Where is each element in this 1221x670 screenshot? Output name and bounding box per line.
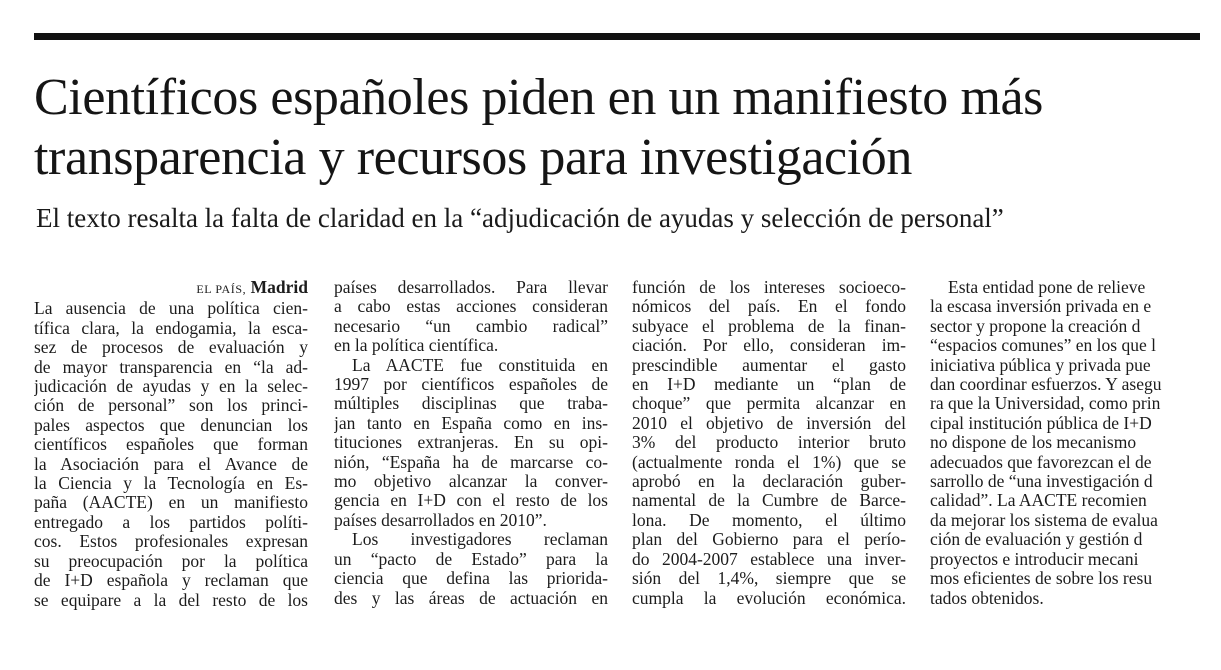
text-line: de mayor transparencia en “la ad- (34, 357, 308, 377)
text-line: 3% del producto interior bruto (632, 433, 906, 453)
text-line: tífica clara, la endogamia, la esca- (34, 318, 308, 338)
text-line: prescindible aumentar el gasto (632, 355, 906, 375)
article-column-2 (334, 278, 608, 608)
text-line: proyectos e introducir mecani (930, 549, 1139, 569)
paragraph (334, 356, 608, 531)
text-line: iniciativa pública y privada pue (930, 355, 1151, 375)
text-line: cos. Estos profesionales expresan (34, 532, 308, 552)
text-line: sarrollo de “una investigación d (930, 472, 1153, 492)
text-line: do 2004-2007 establece una inver- (632, 549, 906, 569)
text-line: da mejorar los sistema de evalua (930, 510, 1158, 530)
text-line: subyace el problema de la finan- (632, 316, 906, 336)
paragraph (632, 278, 906, 608)
article-column-3 (632, 278, 906, 608)
text-line: nómicos del país. En el fondo (632, 297, 906, 317)
article-column-1 (34, 278, 308, 610)
text-line: calidad”. La AACTE recomien (930, 491, 1147, 511)
text-line: científicos españoles que forman (34, 435, 308, 455)
subtitle: El texto resalta la falta de claridad en la “adjudicación de ayudas y selección de personal” (36, 203, 1004, 233)
article-column-4 (930, 278, 1221, 608)
text-line: gencia en I+D con el resto de los (334, 491, 608, 511)
text-line: sez de procesos de evaluación y (34, 338, 308, 358)
byline (34, 278, 308, 299)
text-line: dan coordinar esfuerzos. Y asegu (930, 375, 1162, 395)
text-line: de I+D española y reclaman que (34, 571, 308, 591)
text-line: no dispone de los mecanismo (930, 433, 1137, 453)
text-line: 2010 el objetivo de inversión del (632, 413, 906, 433)
text-line: tados obtenidos. (930, 588, 1044, 608)
text-line: países desarrollados en 2010”. (334, 510, 547, 530)
text-line: cipal institución pública de I+D (930, 413, 1152, 433)
text-line: la escasa inversión privada en e (930, 297, 1152, 317)
byline-paper: EL PAÍS, (196, 282, 247, 296)
text-line: pales aspectos que denuncian los (34, 415, 308, 435)
paragraph (34, 299, 308, 610)
text-line: la Ciencia y la Tecnología en Es- (34, 474, 308, 494)
text-line: (actualmente ronda el 1%) que se (632, 452, 906, 472)
text-line: a cabo estas acciones consideran (334, 297, 608, 317)
text-line: ción de personal” son los princi- (34, 396, 308, 416)
byline-city: Madrid (250, 278, 308, 297)
top-rule (34, 33, 1200, 40)
text-line: cumpla la evolución económica. (632, 588, 906, 608)
text-line: ra que la Universidad, como prin (930, 394, 1161, 414)
text-line: ciencia que defina las priorida- (334, 569, 608, 589)
text-line: aprobó en la declaración guber- (632, 472, 906, 492)
text-line: nión, “España ha de marcarse co- (334, 452, 608, 472)
text-line: La AACTE fue constituida en (352, 355, 608, 375)
text-line: entregado a los partidos políti- (34, 512, 308, 532)
paragraph (930, 278, 1221, 608)
text-line: se equipare a la del resto de los (34, 590, 308, 610)
text-line: La ausencia de una política cien- (34, 299, 308, 319)
text-line: adecuados que favorezcan el de (930, 452, 1152, 472)
headline-line: Científicos españoles piden en un manifiesto más (34, 69, 1044, 126)
text-line: ción de evaluación y gestión d (930, 530, 1143, 550)
text-line: judicación de ayudas y en la selec- (34, 377, 308, 397)
text-line: un “pacto de Estado” para la (334, 549, 608, 569)
text-line: necesario “un cambio radical” (334, 316, 608, 336)
paragraph (334, 278, 608, 356)
text-line: en I+D mediante un “plan de (632, 375, 906, 395)
text-line: múltiples disciplinas que traba- (334, 394, 608, 414)
headline (34, 68, 1204, 188)
text-line: mos eficientes de sobre los resu (930, 569, 1153, 589)
text-line: su preocupación por la política (34, 551, 308, 571)
text-line: namental de la Cumbre de Barce- (632, 491, 906, 511)
text-line: plan del Gobierno para el perío- (632, 530, 906, 550)
text-line: 1997 por científicos españoles de (334, 375, 608, 395)
text-line: tituciones extranjeras. En su opi- (334, 433, 608, 453)
text-line: mo objetivo alcanzar la conver- (334, 472, 608, 492)
text-line: Esta entidad pone de relieve (948, 278, 1146, 297)
text-line: des y las áreas de actuación en (334, 588, 608, 608)
text-line: países desarrollados. Para llevar (334, 278, 608, 297)
text-line: choque” que permita alcanzar en (632, 394, 906, 414)
text-line: lona. De momento, el último (632, 510, 906, 530)
text-line: Los investigadores reclaman (352, 530, 608, 550)
text-line: en la política científica. (334, 336, 499, 356)
paragraph (334, 530, 608, 608)
text-line: sión del 1,4%, siempre que se (632, 569, 906, 589)
text-line: la Asociación para el Avance de (34, 454, 308, 474)
text-line: paña (AACTE) en un manifiesto (34, 493, 308, 513)
text-line: ciación. Por ello, consideran im- (632, 336, 906, 356)
text-line: “espacios comunes” en los que l (930, 336, 1156, 356)
text-line: sector y propone la creación d (930, 316, 1141, 336)
headline-line: transparencia y recursos para investigación (34, 129, 912, 186)
text-line: jan tanto en España como en ins- (334, 413, 608, 433)
text-line: función de los intereses socioeco- (632, 278, 906, 297)
